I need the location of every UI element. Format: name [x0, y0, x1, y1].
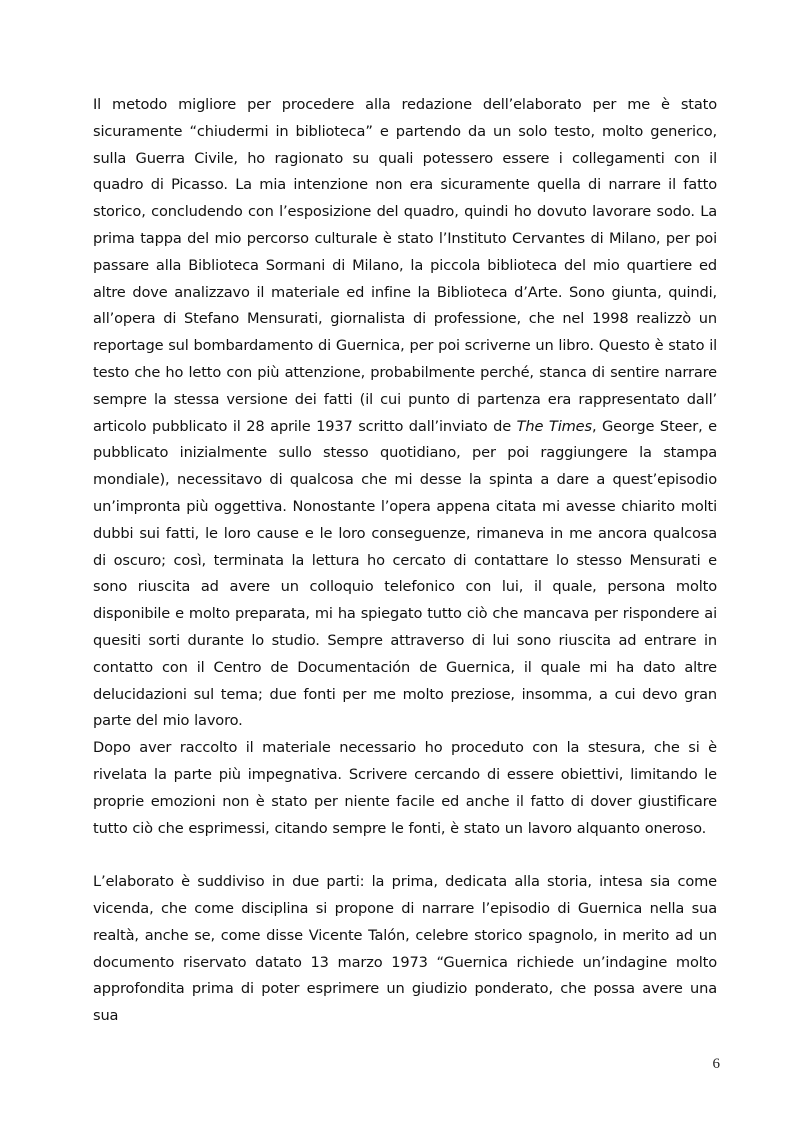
body-text	[93, 92, 717, 1030]
paragraph-drafting: Dopo aver raccolto il materiale necessario ho proceduto con la stesura, che si è rivelata la parte più impegnativa. Scrivere cercando di essere obiettivi, limitando le proprie emozioni non è stato per niente facile ed anche il fatto di dover giustificare tutto ciò che esprimessi, citando sempre le fonti, è stato un lavoro alquanto oneroso.	[93, 739, 717, 837]
paragraph-methodology-text-end: , George Steer, e pubblicato inizialmente sullo stesso quotidiano, per poi raggiungere la stampa mondiale), necessitavo di qualcosa che mi desse la spinta a dare a quest’episodio un’impronta più oggettiva. Nonostante l’opera appena citata mi avesse chiarito molti dubbi sui fatti, le loro cause e le loro conseguenze, rimaneva in me ancora qualcosa di oscuro; così, terminata la lettura ho cercato di contattare lo stesso Mensurati e sono riuscita ad avere un colloquio telefonico con lui, il quale, persona molto disponibile e molto preparata, mi ha spiegato tutto ciò che mancava per rispondere ai quesiti sorti durante lo studio. Sempre attraverso di lui sono riuscita ad entrare in contatto con il Centro de Documentación de Guernica, il quale mi ha dato altre delucidazioni sul tema; due fonti per me molto preziose, insomma, a cui devo gran parte del mio lavoro.	[93, 417, 717, 730]
paragraph-methodology	[93, 92, 717, 735]
paragraph-methodology-text-start: Il metodo migliore per procedere alla redazione dell’elaborato per me è stato sicuramente “chiudermi in biblioteca” e partendo da un solo testo, molto generico, sulla Guerra Civile, ho ragionato su quali potessero essere i collegamenti con il quadro di Picasso. La mia intenzione non era sicuramente quella di narrare il fatto storico, concludendo con l’esposizione del quadro, quindi ho dovuto lavorare sodo. La prima tappa del mio percorso culturale è stato l’Instituto Cervantes di Milano, per poi passare alla Biblioteca Sormani di Milano, la piccola biblioteca del mio quartiere ed altre dove analizzavo il materiale ed infine la Biblioteca d’Arte. Sono giunta, quindi, all’opera di Stefano Mensurati, giornalista di professione, che nel 1998 realizzò un reportage sul bombardamento di Guernica, per poi scriverne un libro. Questo è stato il testo che ho letto con più attenzione, probabilmente perché, stanca di sentire narrare sempre la stessa versione dei fatti (il cui punto di partenza era rappresentato dall’ articolo pubblicato il 28 aprile 1937 scritto dall’inviato de	[93, 96, 717, 435]
page-number: 6	[712, 1056, 720, 1072]
newspaper-title: The Times	[516, 417, 592, 435]
paragraph-structure: L’elaborato è suddiviso in due parti: la prima, dedicata alla storia, intesa sia come vicenda, che come disciplina si propone di narrare l’episodio di Guernica nella sua realtà, anche se, come disse Vicente Talón, celebre storico spagnolo, in merito ad un documento riservato datato 13 marzo 1973 “Guernica richiede un’indagine molto approfondita prima di poter esprimere un giudizio ponderato, che possa avere una sua	[93, 873, 717, 1025]
